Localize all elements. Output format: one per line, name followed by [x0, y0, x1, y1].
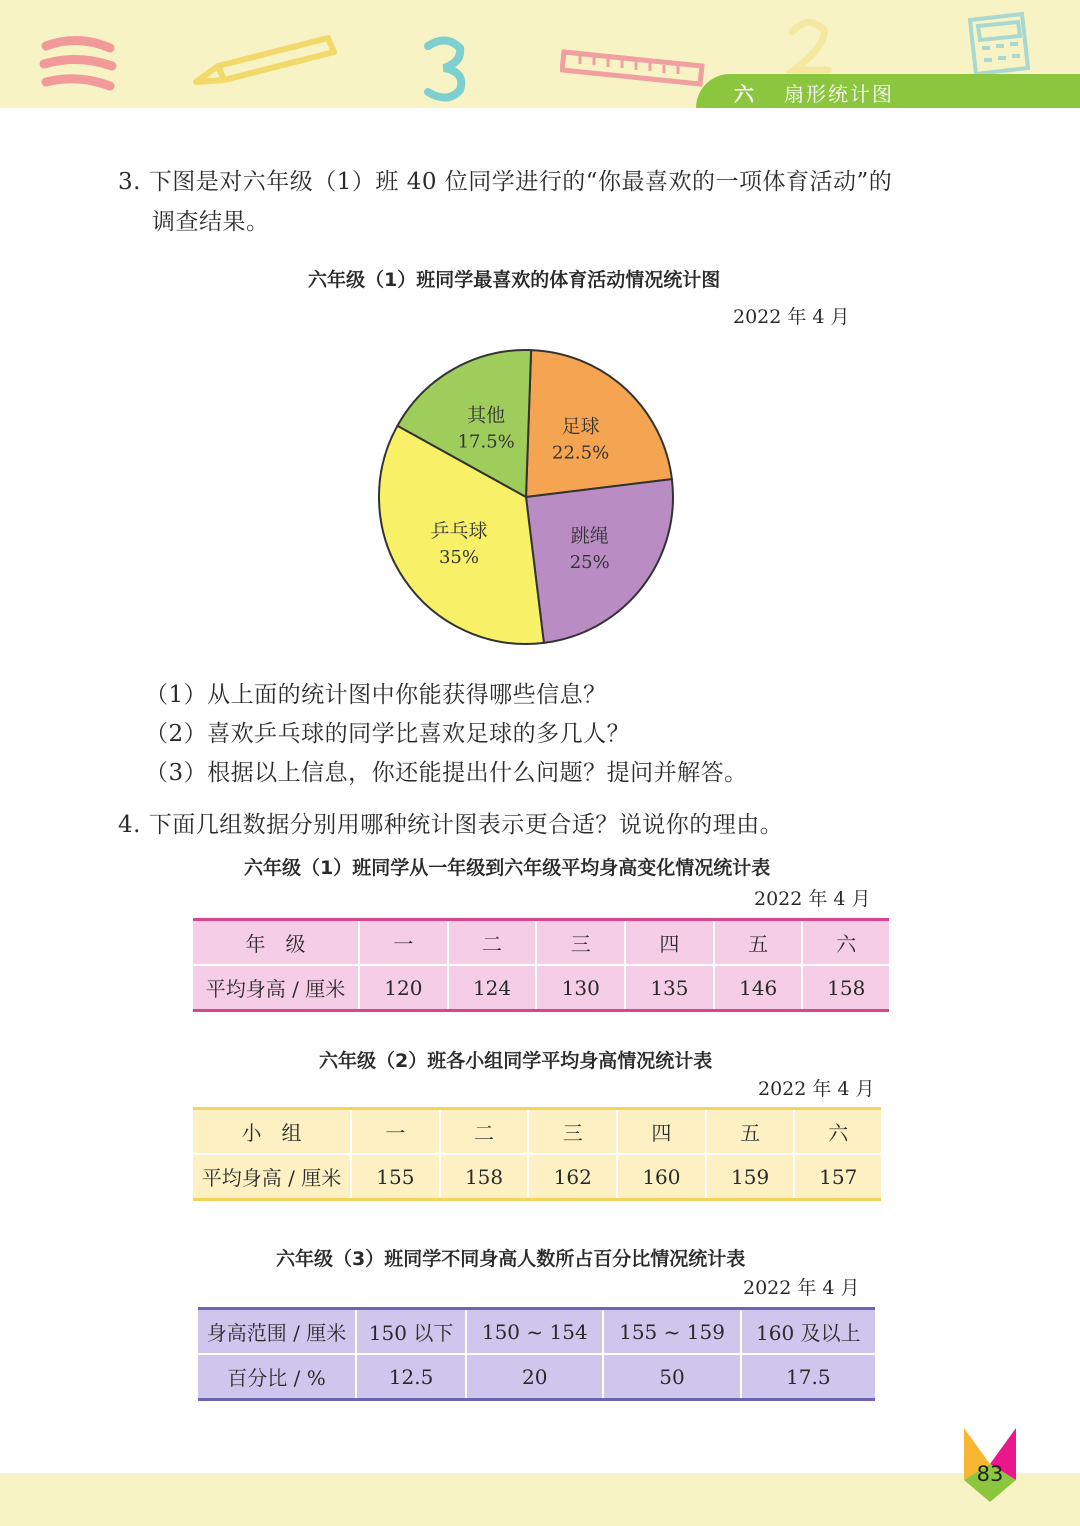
table-header-cell: 平均身高 / 厘米	[193, 965, 359, 1011]
pie-slice-label: 乒乓球	[430, 520, 488, 543]
table-header-cell: 二	[440, 1109, 529, 1155]
pie-slice-label: 其他	[467, 404, 506, 427]
table-row	[198, 1354, 875, 1400]
chapter-number: 六	[734, 82, 756, 106]
question-3-text-continued: 调查结果。	[152, 209, 270, 235]
table-header-cell: 150 ~ 154	[466, 1309, 603, 1355]
table-header-cell: 一	[351, 1109, 440, 1155]
number-three-decoration-icon	[420, 36, 472, 102]
table-header-cell: 150 以下	[356, 1309, 466, 1355]
pie-slice-value-label: 17.5%	[457, 431, 515, 453]
table-header-cell: 年 级	[193, 920, 359, 966]
table-cell: 162	[528, 1154, 617, 1200]
table-header-cell: 160 及以上	[741, 1309, 875, 1355]
calculator-decoration-icon	[964, 10, 1034, 76]
question-3-sub-3: （3）根据以上信息，你还能提出什么问题？提问并解答。	[145, 760, 748, 786]
pie-slice-value-label: 35%	[438, 547, 479, 569]
table-cell: 124	[448, 965, 537, 1011]
question-3-text: 3. 下图是对六年级（1）班 40 位同学进行的“你最喜欢的一项体育活动”的	[118, 169, 893, 195]
question-3-sub-2: （2）喜欢乒乓球的同学比喜欢足球的多几人？	[145, 721, 631, 747]
table-header-cell: 身高范围 / 厘米	[198, 1309, 356, 1355]
table-header-cell: 平均身高 / 厘米	[193, 1154, 351, 1200]
table-cell: 120	[359, 965, 448, 1011]
pencil-decoration-icon	[188, 30, 340, 92]
table-cell: 17.5	[741, 1354, 875, 1400]
table-cell: 160	[617, 1154, 706, 1200]
pie-slice-value-label: 22.5%	[552, 442, 610, 464]
question-3-sub-1: （1）从上面的统计图中你能获得哪些信息？	[145, 682, 607, 708]
table-cell: 12.5	[356, 1354, 466, 1400]
table-header-cell: 五	[706, 1109, 795, 1155]
table-row	[193, 920, 889, 966]
table-header-cell: 百分比 / %	[198, 1354, 356, 1400]
table-row	[193, 965, 889, 1011]
table-2	[193, 1107, 881, 1201]
table-cell: 155	[351, 1154, 440, 1200]
ruler-decoration-icon	[560, 46, 706, 88]
table-cell: 158	[802, 965, 889, 1011]
chapter-title: 扇形统计图	[784, 82, 894, 106]
table-header-cell: 二	[448, 920, 537, 966]
table-header-cell: 三	[528, 1109, 617, 1155]
table-header-cell: 155 ~ 159	[603, 1309, 740, 1355]
table-cell: 146	[714, 965, 803, 1011]
number-two-decoration-icon	[786, 16, 832, 76]
table-3	[198, 1307, 875, 1401]
pie-slice-label: 跳绳	[570, 524, 609, 547]
chapter-tab	[696, 74, 1080, 108]
table-2-title: 六年级（2）班各小组同学平均身高情况统计表	[319, 1050, 713, 1072]
eraser-decoration-icon	[38, 30, 118, 94]
pie-chart	[374, 345, 678, 649]
table-header-cell: 小 组	[193, 1109, 351, 1155]
pie-slice-value-label: 25%	[569, 551, 610, 573]
chart-date: 2022 年 4 月	[733, 306, 850, 328]
table-header-cell: 三	[536, 920, 625, 966]
table-row	[198, 1309, 875, 1355]
table-2-date: 2022 年 4 月	[758, 1078, 875, 1100]
table-1-date: 2022 年 4 月	[754, 888, 871, 910]
question-4-text: 4. 下面几组数据分别用哪种统计图表示更合适？说说你的理由。	[118, 812, 784, 838]
table-3-date: 2022 年 4 月	[743, 1277, 860, 1299]
table-cell: 158	[440, 1154, 529, 1200]
table-cell: 135	[625, 965, 714, 1011]
table-row	[193, 1109, 881, 1155]
table-cell: 130	[536, 965, 625, 1011]
table-header-cell: 六	[794, 1109, 881, 1155]
table-3-title: 六年级（3）班同学不同身高人数所占百分比情况统计表	[276, 1248, 746, 1270]
footer-band	[0, 1473, 1080, 1526]
table-1	[193, 918, 889, 1012]
table-cell: 159	[706, 1154, 795, 1200]
pie-slice-label: 足球	[561, 415, 600, 438]
table-cell: 50	[603, 1354, 740, 1400]
table-cell: 20	[466, 1354, 603, 1400]
table-header-cell: 四	[625, 920, 714, 966]
table-cell: 157	[794, 1154, 881, 1200]
table-row	[193, 1154, 881, 1200]
table-header-cell: 四	[617, 1109, 706, 1155]
table-header-cell: 一	[359, 920, 448, 966]
table-header-cell: 五	[714, 920, 803, 966]
page-number: 83	[976, 1462, 1004, 1486]
header-band	[0, 0, 1080, 108]
table-header-cell: 六	[802, 920, 889, 966]
chart-title: 六年级（1）班同学最喜欢的体育活动情况统计图	[308, 269, 721, 291]
table-1-title: 六年级（1）班同学从一年级到六年级平均身高变化情况统计表	[244, 857, 771, 879]
